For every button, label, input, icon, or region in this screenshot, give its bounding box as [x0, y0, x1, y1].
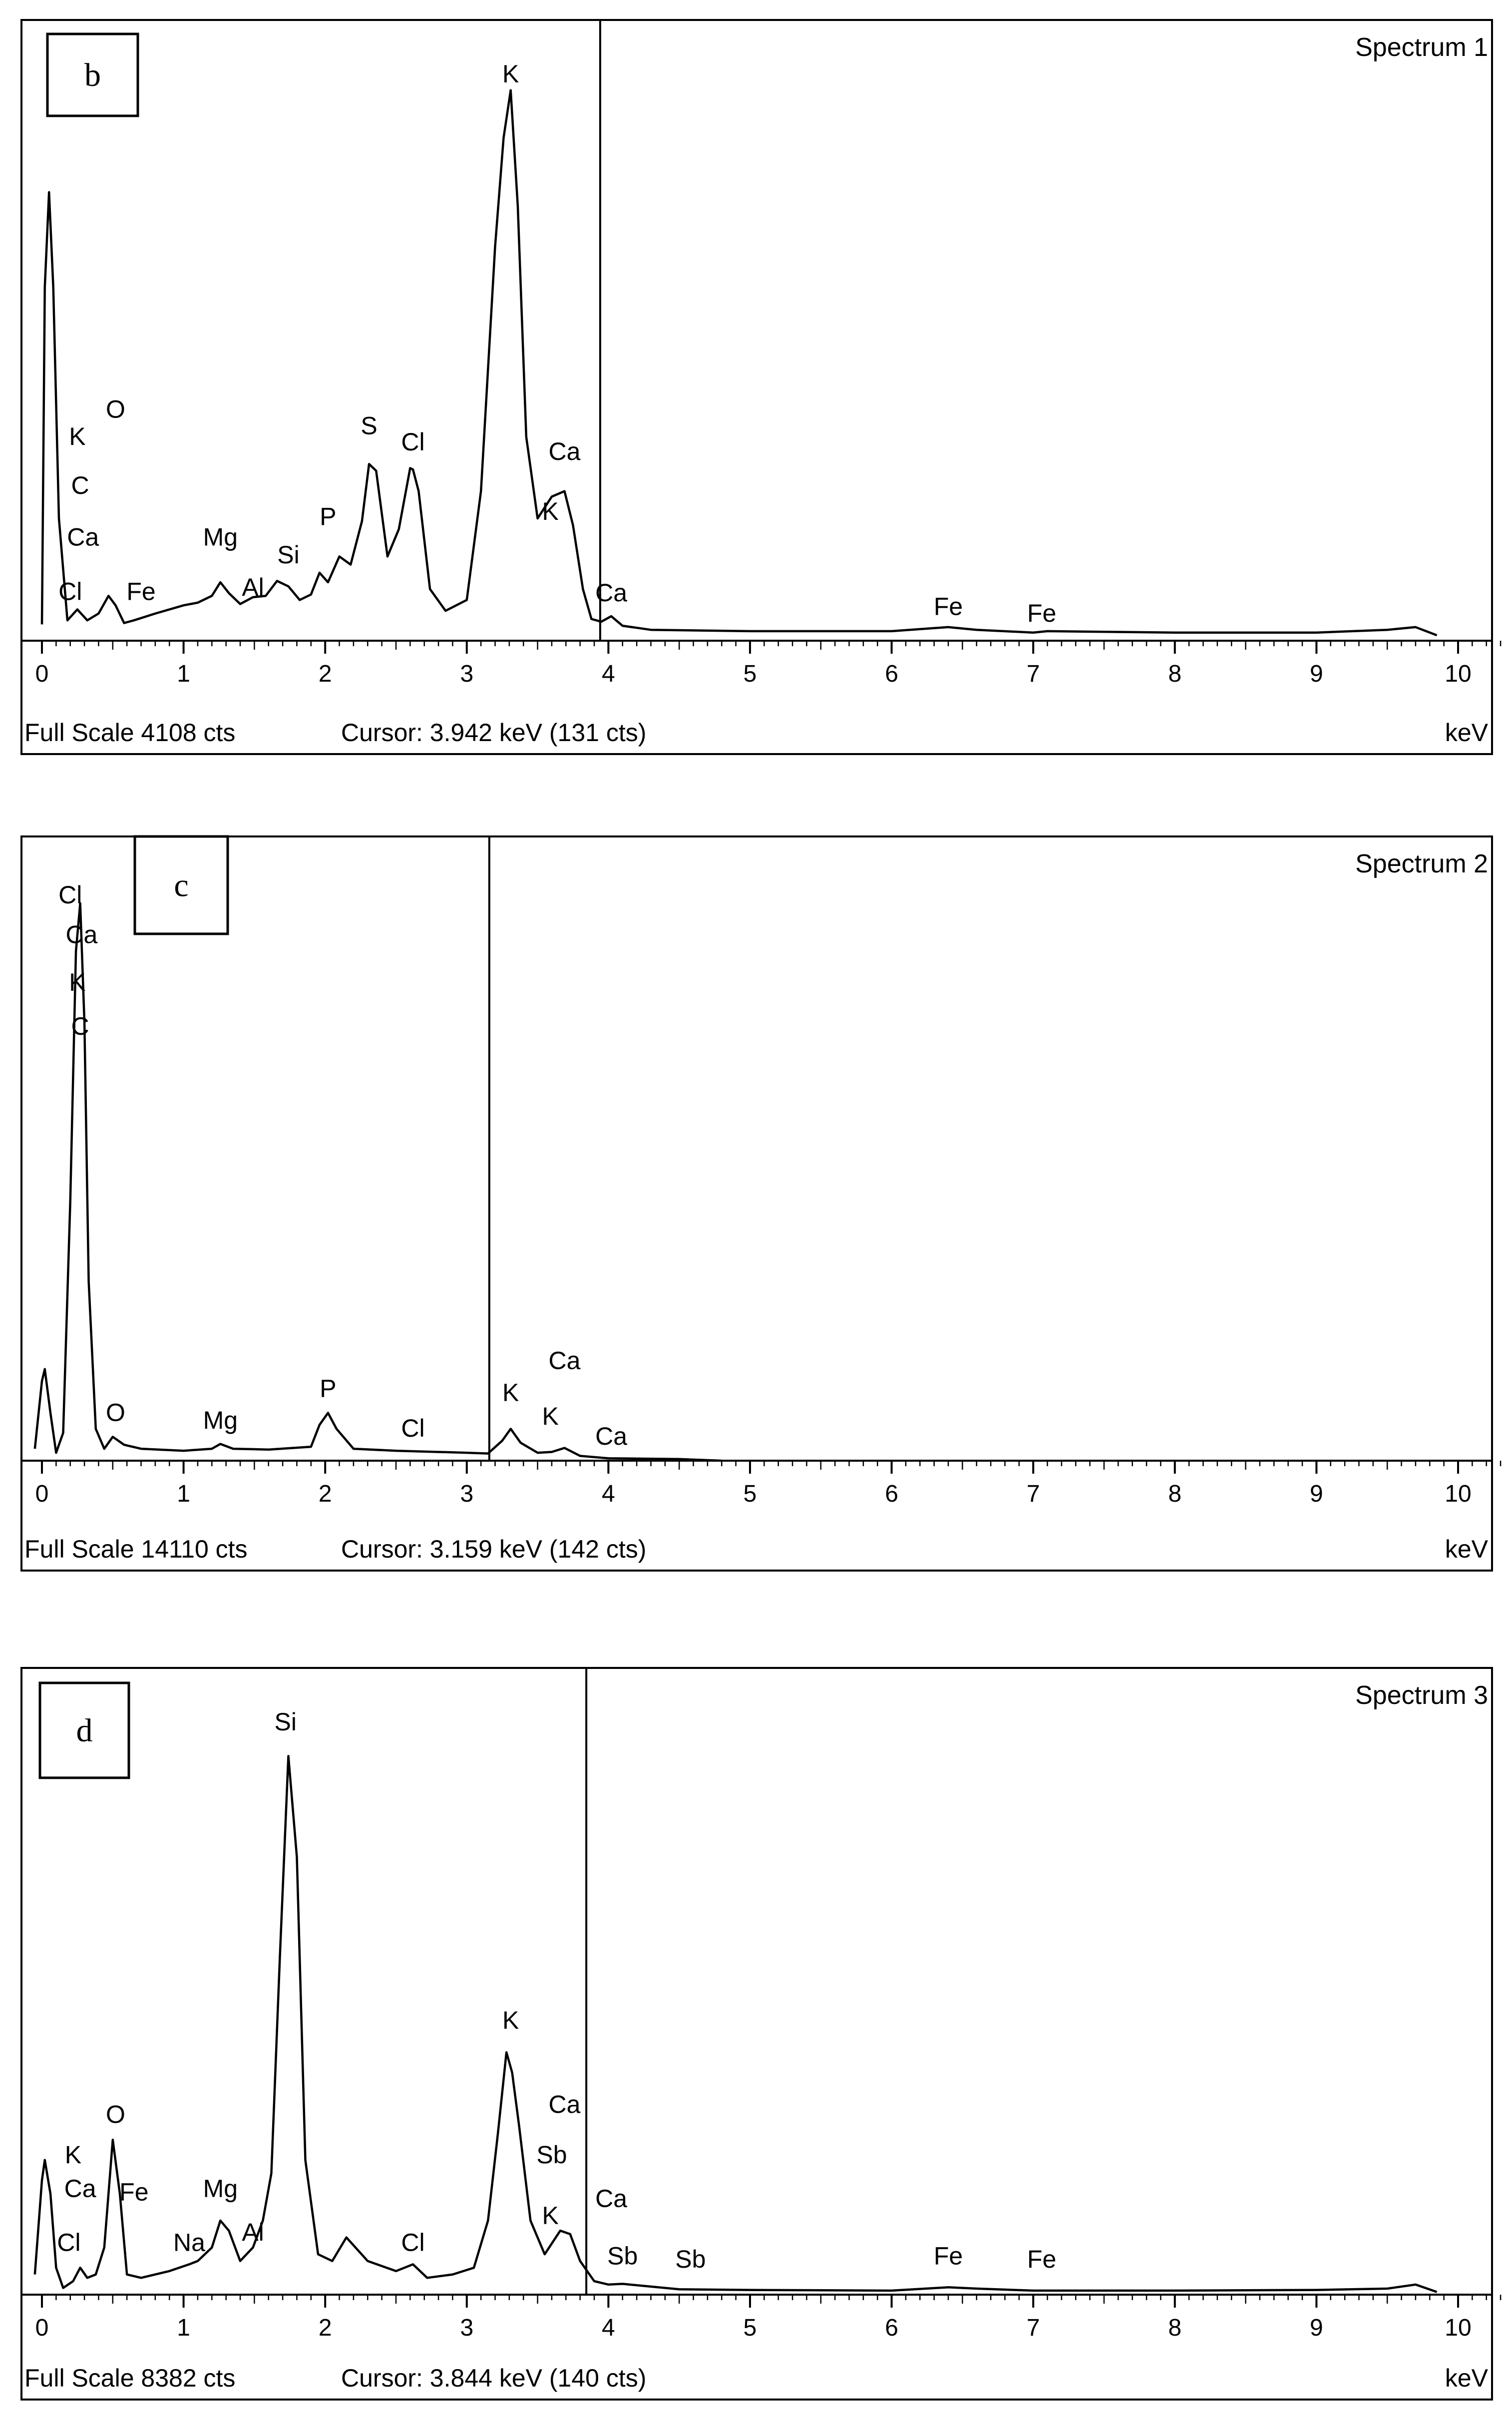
- peak-label: Cl: [58, 880, 82, 909]
- peak-label: Sb: [675, 2245, 706, 2274]
- spectrum-title: Spectrum 2: [1355, 849, 1488, 878]
- x-tick-label: 0: [35, 1481, 49, 1507]
- spectrum-line: [42, 90, 1437, 635]
- panel-letter: b: [84, 57, 101, 93]
- peak-label: Sb: [536, 2141, 567, 2169]
- peak-label: Cl: [401, 427, 425, 456]
- peak-label: Cl: [57, 2228, 81, 2257]
- x-tick-label: 1: [177, 2315, 190, 2341]
- x-tick-label: 4: [602, 1481, 615, 1507]
- x-tick-label: 5: [743, 2315, 757, 2341]
- peak-label: O: [106, 1398, 125, 1427]
- peak-label: O: [106, 395, 125, 423]
- peak-label: Ca: [548, 1346, 581, 1375]
- x-tick-label: 2: [318, 2315, 332, 2341]
- x-tick-label: 10: [1445, 1481, 1472, 1507]
- x-tick-label: 10: [1445, 661, 1472, 687]
- peak-label: Si: [277, 540, 300, 569]
- panel-letter: c: [174, 867, 189, 904]
- x-tick-label: 7: [1026, 2315, 1040, 2341]
- peak-label: Fe: [126, 577, 156, 606]
- x-tick-label: 6: [885, 2315, 898, 2341]
- x-axis-ticks: [42, 1461, 1501, 1474]
- spectrum-title: Spectrum 1: [1355, 33, 1488, 62]
- x-tick-label: 0: [35, 661, 49, 687]
- x-tick-label: 5: [743, 1481, 757, 1507]
- x-tick-label: 9: [1310, 661, 1323, 687]
- peak-label: Cl: [58, 577, 82, 606]
- peak-label: Fe: [1027, 2245, 1057, 2274]
- x-tick-label: 4: [602, 2315, 615, 2341]
- x-axis-unit-label: keV: [1445, 719, 1488, 747]
- x-tick-label: 0: [35, 2315, 49, 2341]
- peak-label: Na: [173, 2228, 205, 2257]
- peak-label: Al: [242, 2218, 264, 2247]
- x-tick-label: 2: [318, 661, 332, 687]
- peak-label: Al: [242, 573, 264, 602]
- x-tick-label: 3: [460, 2315, 474, 2341]
- x-axis-unit-label: keV: [1445, 2364, 1488, 2392]
- spectrum-title: Spectrum 3: [1355, 1681, 1488, 1710]
- peak-label: K: [502, 2006, 519, 2034]
- x-tick-label: 8: [1168, 2315, 1182, 2341]
- peak-label: Ca: [548, 437, 581, 466]
- x-tick-label: 1: [177, 661, 190, 687]
- cursor-readout: Cursor: 3.844 keV (140 cts): [341, 2364, 647, 2392]
- peak-label: K: [542, 2201, 559, 2230]
- peak-label: K: [542, 1402, 559, 1431]
- cursor-readout: Cursor: 3.942 keV (131 cts): [341, 719, 647, 747]
- x-axis-unit-label: keV: [1445, 1535, 1488, 1563]
- peak-label: K: [64, 2141, 82, 2169]
- x-tick-label: 7: [1026, 661, 1040, 687]
- x-tick-label: 9: [1310, 1481, 1323, 1507]
- full-scale-readout: Full Scale 4108 cts: [24, 719, 236, 747]
- peak-label: Ca: [548, 2090, 581, 2119]
- x-axis-ticks: [42, 2295, 1501, 2308]
- peak-label: Mg: [203, 523, 238, 551]
- x-tick-label: 9: [1310, 2315, 1323, 2341]
- x-tick-label: 6: [885, 661, 898, 687]
- full-scale-readout: Full Scale 14110 cts: [24, 1535, 248, 1563]
- peak-label: Ca: [595, 1422, 628, 1451]
- x-tick-label: 8: [1168, 1481, 1182, 1507]
- x-tick-label: 1: [177, 1481, 190, 1507]
- x-tick-label: 8: [1168, 661, 1182, 687]
- peak-label: P: [320, 502, 337, 531]
- x-tick-label: 3: [460, 661, 474, 687]
- peak-label: Ca: [65, 920, 98, 949]
- spectrum-line: [35, 903, 722, 1461]
- peak-label: K: [502, 60, 519, 88]
- x-tick-label: 5: [743, 661, 757, 687]
- peak-label: O: [106, 2100, 125, 2129]
- peak-label: K: [69, 968, 86, 997]
- panel-letter: d: [76, 1712, 93, 1749]
- peak-label: Ca: [595, 579, 628, 607]
- x-tick-label: 3: [460, 1481, 474, 1507]
- peak-label: Ca: [64, 2174, 96, 2203]
- peak-label: C: [71, 471, 89, 500]
- x-tick-label: 7: [1026, 1481, 1040, 1507]
- peak-label: Si: [274, 1708, 297, 1736]
- peak-label: Mg: [203, 2174, 238, 2203]
- peak-label: Cl: [401, 1414, 425, 1443]
- peak-label: K: [542, 497, 559, 525]
- x-tick-label: 4: [602, 661, 615, 687]
- peak-label: Mg: [203, 1406, 238, 1435]
- x-tick-label: 10: [1445, 2315, 1472, 2341]
- peak-label: K: [69, 422, 86, 451]
- spectrum-panel-d: [21, 1668, 1501, 2400]
- peak-label: Fe: [933, 2242, 963, 2270]
- peak-label: Fe: [933, 592, 963, 621]
- peak-label: K: [502, 1378, 519, 1407]
- cursor-readout: Cursor: 3.159 keV (142 cts): [341, 1535, 647, 1563]
- peak-label: Fe: [119, 2178, 149, 2206]
- peak-label: Ca: [67, 523, 99, 551]
- x-axis-ticks: [42, 641, 1501, 654]
- peak-label: S: [361, 411, 378, 440]
- peak-label: Sb: [607, 2242, 638, 2270]
- peak-label: Fe: [1027, 599, 1057, 627]
- spectrum-panel-b: [21, 20, 1501, 754]
- spectrum-panel-c: [21, 836, 1501, 1571]
- peak-label: P: [320, 1374, 337, 1403]
- peak-label: C: [71, 1012, 89, 1040]
- x-tick-label: 6: [885, 1481, 898, 1507]
- full-scale-readout: Full Scale 8382 cts: [24, 2364, 236, 2392]
- x-tick-label: 2: [318, 1481, 332, 1507]
- peak-label: Ca: [595, 2184, 628, 2213]
- peak-label: Cl: [401, 2228, 425, 2257]
- spectrum-line: [35, 1756, 1437, 2292]
- panel-frame: [21, 20, 1492, 754]
